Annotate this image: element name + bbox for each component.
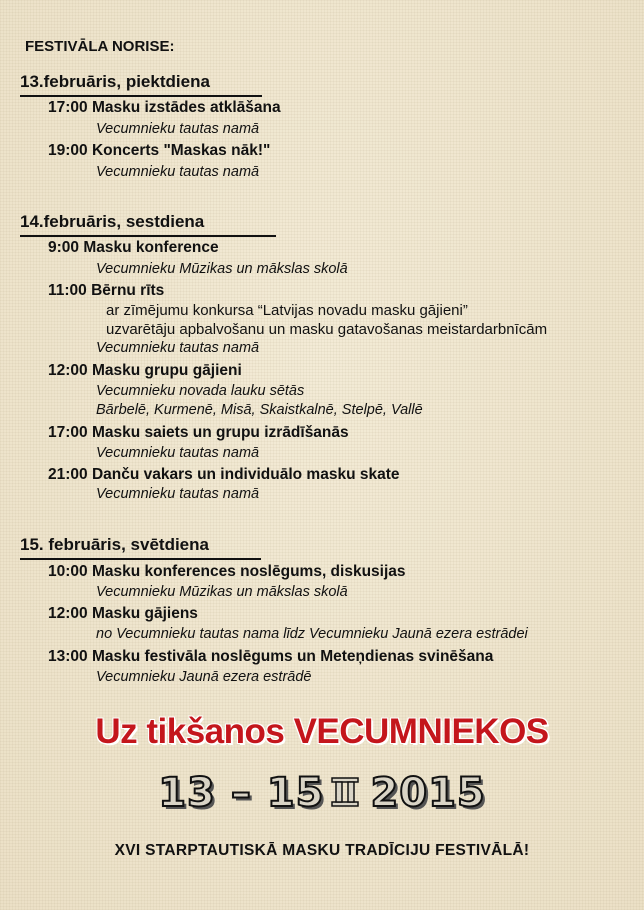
event-place: Vecumnieku Mūzikas un mākslas skolā [96, 584, 348, 600]
roman-ii-glyph [330, 776, 360, 808]
tagline: Uz tikšanos VECUMNIEKOS [95, 712, 549, 751]
event-place: Bārbelē, Kurmenē, Misā, Skaistkalnē, Stelpē, Vallē [96, 402, 423, 418]
event-place: Vecumnieku Jaunā ezera estrādē [96, 669, 312, 685]
event-description: ar zīmējumu konkursa “Latvijas novadu masku gājieni” [106, 302, 468, 319]
festival-name: XVI STARPTAUTISKĀ MASKU TRADĪCIJU FESTIVĀLĀ! [114, 842, 530, 859]
event-title: 12:00 Masku grupu gājieni [48, 362, 242, 379]
schedule-header: FESTIVĀLA NORISE: [25, 38, 175, 55]
date-year: 2015 [370, 770, 486, 816]
event-title: 13:00 Masku festivāla noslēgums un Meteņdienas svinēšana [48, 648, 494, 665]
event-title: 12:00 Masku gājiens [48, 605, 198, 622]
event-place: Vecumnieku tautas namā [96, 121, 260, 137]
event-place: Vecumnieku tautas namā [96, 164, 260, 180]
date-end: 15 [266, 770, 325, 816]
event-title: 21:00 Danču vakars un individuālo masku skate [48, 466, 400, 483]
event-title: 17:00 Masku saiets un grupu izrādīšanās [48, 424, 349, 441]
event-description: uzvarētāju apbalvošanu un masku gatavošanas meistardarbnīcām [106, 321, 548, 338]
event-title: 17:00 Masku izstādes atklāšana [48, 99, 281, 116]
date-dash: – [230, 770, 252, 816]
event-title: 10:00 Masku konferences noslēgums, diskusijas [48, 563, 406, 580]
festival-dates [0, 770, 644, 816]
event-place: no Vecumnieku tautas nama līdz Vecumnieku Jaunā ezera estrādei [96, 626, 528, 642]
event-title: 19:00 Koncerts "Maskas nāk!" [48, 142, 271, 159]
month-roman-numeral [330, 772, 360, 802]
month-roman-text [330, 772, 331, 773]
event-place: Vecumnieku Mūzikas un mākslas skolā [96, 261, 348, 277]
event-place: Vecumnieku tautas namā [96, 445, 260, 461]
event-place: Vecumnieku novada lauku sētās [96, 383, 305, 399]
day-heading-feb14: 14.februāris, sestdiena [20, 212, 276, 237]
date-start: 13 [158, 770, 216, 816]
event-place: Vecumnieku tautas namā [96, 486, 260, 502]
day-heading-feb13: 13.februāris, piektdiena [20, 72, 262, 97]
event-title: 9:00 Masku konference [48, 239, 219, 256]
event-place: Vecumnieku tautas namā [96, 340, 260, 356]
day-heading-feb15: 15. februāris, svētdiena [20, 535, 261, 560]
event-title: 11:00 Bērnu rīts [48, 282, 165, 299]
